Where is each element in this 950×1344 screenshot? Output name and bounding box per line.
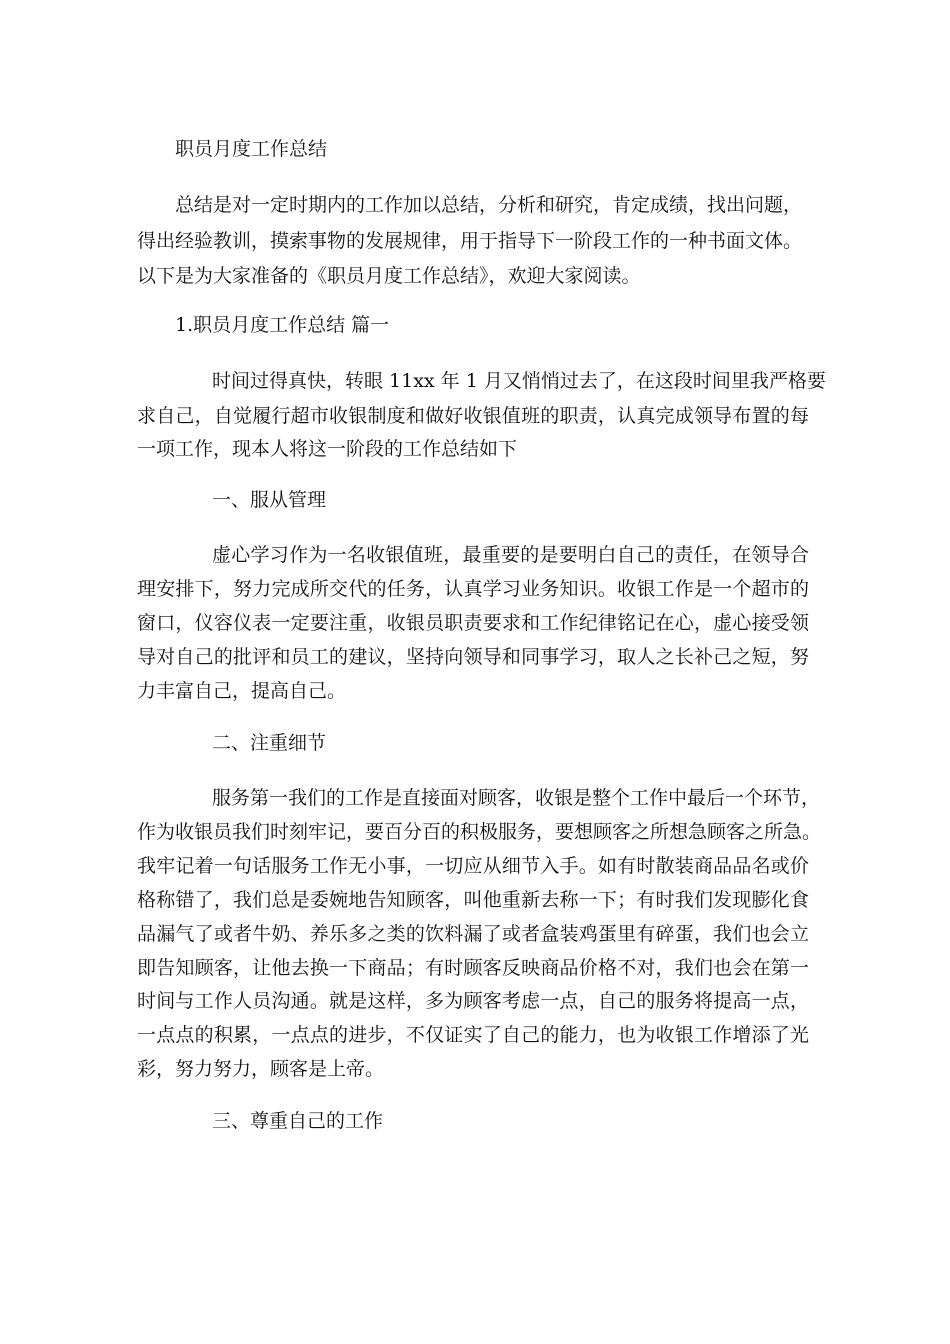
text-line: 时间与工作人员沟通。就是这样，多为顾客考虑一点，自己的服务将提高一点， — [137, 990, 809, 1012]
text-line: 即告知顾客，让他去换一下商品；有时顾客反映商品价格不对，我们也会在第一 — [137, 957, 809, 979]
text-line: 窗口，仪容仪表一定要注重，收银员职责要求和工作纪律铭记在心，虚心接受领 — [137, 612, 809, 634]
text-line: 以下是为大家准备的《职员月度工作总结》，欢迎大家阅读。 — [137, 265, 641, 287]
text-line: 力丰富自己，提高自己。 — [137, 680, 347, 702]
text-line: 虚心学习作为一名收银值班，最重要的是要明白自己的责任，在领导合 — [212, 544, 809, 566]
section-heading: 1.职员月度工作总结 篇一 — [175, 314, 390, 336]
subheading-2: 二、注重细节 — [212, 732, 327, 754]
text-line: 导对自己的批评和员工的建议，坚持向领导和同事学习，取人之长补己之短，努 — [137, 646, 809, 668]
text-line: 我牢记着一句话服务工作无小事，一切应从细节入手。如有时散装商品品名或价 — [137, 855, 809, 877]
text-line: 品漏气了或者牛奶、养乐多之类的饮料漏了或者盒装鸡蛋里有碎蛋，我们也会立 — [137, 923, 809, 945]
text-line: 格称错了，我们总是委婉地告知顾客，叫他重新去称一下；有时我们发现膨化食 — [137, 889, 809, 911]
subheading-3: 三、尊重自己的工作 — [212, 1110, 384, 1132]
text-line: 作为收银员我们时刻牢记，要百分百的积极服务，要想顾客之所想急顾客之所急。 — [137, 821, 822, 843]
text-line: 一项工作，现本人将这一阶段的工作总结如下 — [137, 438, 518, 460]
text-line: 彩，努力努力，顾客是上帝。 — [137, 1058, 385, 1080]
document-title: 职员月度工作总结 — [175, 138, 328, 160]
text-line: 一点点的积累，一点点的进步，不仅证实了自己的能力，也为收银工作增添了光 — [137, 1024, 809, 1046]
text-line: 时间过得真快，转眼 11xx 年 1 月又悄悄过去了，在这段时间里我严格要 — [212, 370, 826, 392]
text-line: 求自己，自觉履行超市收银制度和做好收银值班的职责，认真完成领导布置的每 — [137, 405, 809, 427]
text-line: 理安排下，努力完成所交代的任务，认真学习业务知识。收银工作是一个超市的 — [137, 578, 809, 600]
text-line: 服务第一我们的工作是直接面对顾客，收银是整个工作中最后一个环节， — [212, 787, 821, 809]
text-line: 得出经验教训，摸索事物的发展规律，用于指导下一阶段工作的一种书面文体。 — [137, 230, 803, 252]
text-line: 总结是对一定时期内的工作加以总结，分析和研究，肯定成绩，找出问题， — [175, 194, 803, 216]
subheading-1: 一、服从管理 — [212, 489, 327, 511]
